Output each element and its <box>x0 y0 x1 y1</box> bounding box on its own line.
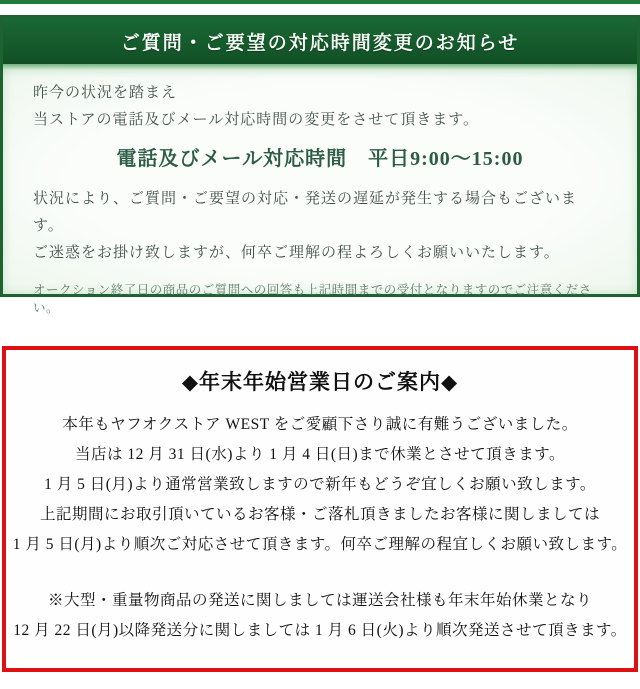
response-hours-notice-body <box>3 64 637 315</box>
notice-detail-line: ご迷惑をお掛け致しますが、何卒ご理解の程よろしくお願いいたします。 <box>33 245 560 261</box>
shipping-note-line: ※大型・重量物商品の発送に関しましては運送会社様も年末年始休業となり <box>47 592 592 609</box>
holiday-line: 上記期間にお取引頂いているお客様・ご落札頂きましたお客様に関しましては <box>39 506 600 523</box>
response-hours-highlight: 電話及びメール対応時間 平日9:00～15:00 <box>116 148 524 170</box>
holiday-notice-spacer <box>6 560 634 586</box>
holiday-notice-box <box>2 346 638 672</box>
auction-deadline-note: オークション終了日の商品のご質問への回答も上記時間までの受付となりますのでご注意ください。 <box>33 283 592 315</box>
top-green-strip <box>0 0 640 4</box>
holiday-line: 当店は 12 月 31 日(水)より 1 月 4 日(日)まで休業とさせて頂きます。 <box>75 446 565 463</box>
notice-intro-line: 当ストアの電話及びメール対応時間の変更をさせて頂きます。 <box>33 112 480 128</box>
holiday-notice-body <box>6 410 634 646</box>
notice-intro-line: 昨今の状況を踏まえ <box>33 85 178 101</box>
shipping-note-line: 12 月 22 日(月)以降発送分に関しましては 1 月 6 日(火)より順次発送させて頂きます。 <box>13 622 627 639</box>
holiday-notice-title: ◆年末年始営業日のご案内◆ <box>181 370 459 394</box>
holiday-line: 本年もヤフオクストア WEST をご愛顧下さり誠に有難うございました。 <box>62 416 578 433</box>
notice-detail-line: 状況により、ご質問・ご要望の対応・発送の遅延が発生する場合もございます。 <box>33 191 578 234</box>
holiday-line: 1 月 5 日(月)より通常営業致しますので新年もどうぞ宜しくお願い致します。 <box>44 476 596 493</box>
response-hours-notice-box <box>0 15 640 315</box>
response-hours-notice-header <box>3 18 637 64</box>
holiday-line: 1 月 5 日(月)より順次ご対応させて頂きます。何卒ご理解の程宜しくお願い致します。 <box>12 536 628 553</box>
response-hours-notice-title: ご質問・ご要望の対応時間変更のお知らせ <box>120 32 520 54</box>
